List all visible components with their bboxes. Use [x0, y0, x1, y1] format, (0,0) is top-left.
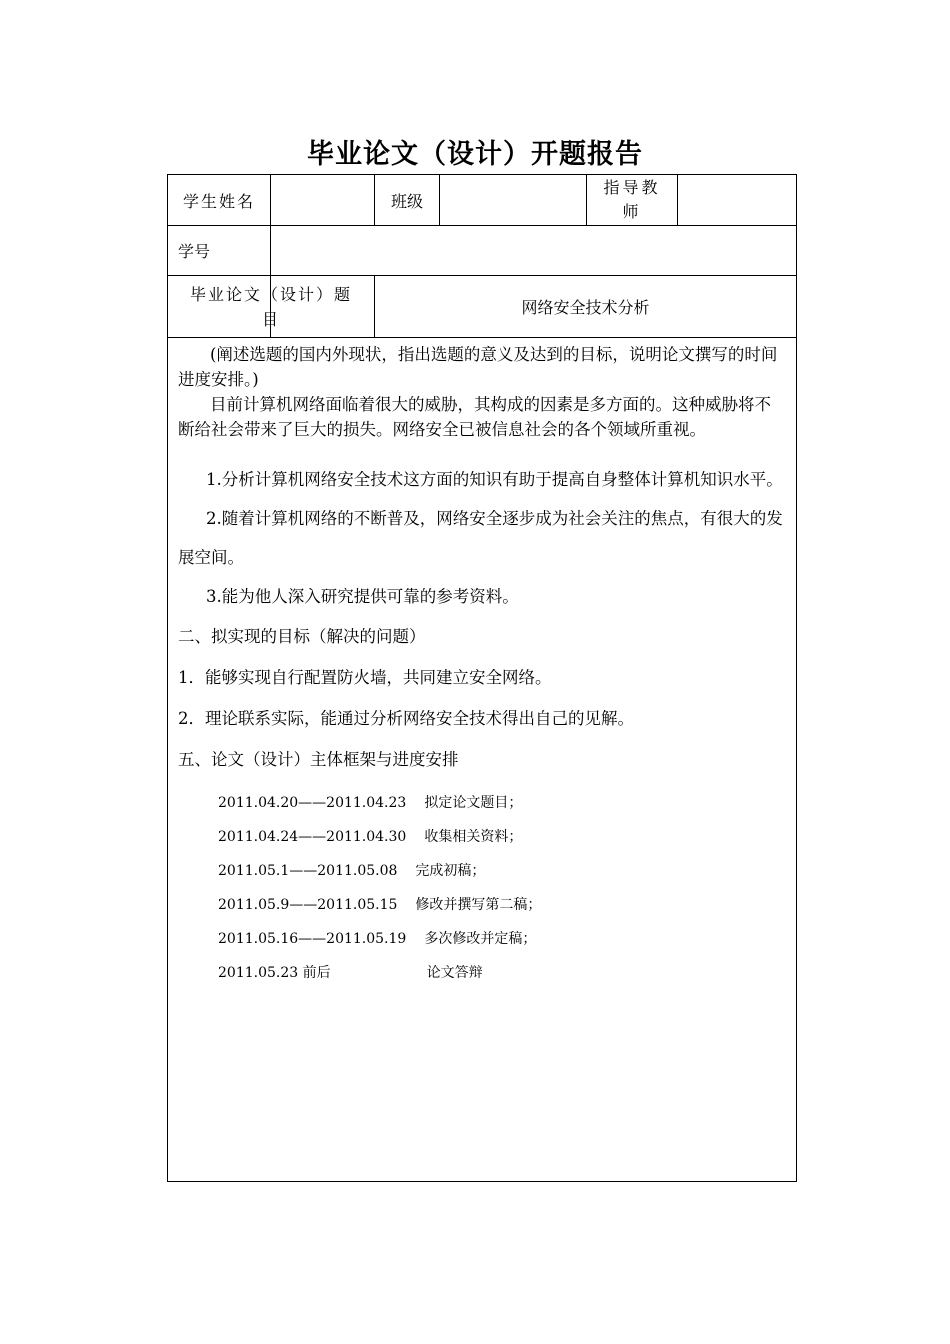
thesis-title-value: 网络安全技术分析 [521, 298, 650, 317]
advisor-field[interactable] [678, 175, 796, 225]
advisor-label: 指导教师 [603, 178, 661, 221]
schedule-period: 2011.05.16——2011.05.19 [218, 931, 407, 947]
schedule-task: 收集相关资料； [424, 829, 523, 845]
schedule-row [178, 956, 786, 990]
proposal-form [167, 174, 797, 1182]
schedule-period: 2011.04.24——2011.04.30 [218, 829, 407, 845]
significance-item-1: 1.分析计算机网络安全技术这方面的知识有助于提高自身整体计算机知识水平。 [206, 470, 783, 489]
significance-item-3: 3.能为他人深入研究提供可靠的参考资料。 [206, 587, 519, 606]
schedule-period: 2011.04.20——2011.04.23 [218, 795, 407, 811]
schedule-task: 修改并撰写第二稿； [415, 897, 542, 913]
schedule-period: 2011.05.9——2011.05.15 [218, 897, 398, 913]
goal-item-1: 1．能够实现自行配置防火墙，共同建立安全网络。 [178, 668, 552, 687]
schedule-task: 完成初稿； [415, 863, 486, 879]
schedule-task: 多次修改并定稿； [424, 931, 537, 947]
goals-heading: 二、拟实现的目标（解决的问题） [178, 627, 426, 646]
intro-paragraph: 目前计算机网络面临着很大的威胁，其构成的因素是多方面的。这种威胁将不断给社会带来了巨大的损失。网络安全已被信息社会的各个领域所重视。 [178, 395, 771, 439]
schedule-period: 2011.05.23 前后 [218, 965, 331, 981]
schedule-row [178, 820, 786, 854]
student-name-field[interactable] [271, 175, 374, 225]
instruction-text: (阐述选题的国内外现状，指出选题的意义及达到的目标，说明论文撰写的时间进度安排。) [178, 345, 778, 389]
page-title: 毕业论文（设计）开题报告 [307, 139, 643, 170]
student-name-label: 学生姓名 [182, 191, 255, 211]
student-id-field[interactable] [271, 226, 796, 275]
schedule-row [178, 854, 786, 888]
proposal-body [168, 338, 796, 990]
schedule-period: 2011.05.1——2011.05.08 [218, 863, 398, 879]
framework-heading: 五、论文（设计）主体框架与进度安排 [178, 750, 459, 769]
student-id-label: 学号 [178, 242, 211, 261]
schedule-row [178, 888, 786, 922]
schedule-row [178, 786, 786, 820]
thesis-title-label: 毕业论文（设计）题目 [189, 284, 352, 329]
goal-item-2: 2．理论联系实际，能通过分析网络安全技术得出自己的见解。 [178, 709, 634, 728]
schedule-row [178, 922, 786, 956]
significance-item-2: 2.随着计算机网络的不断普及，网络安全逐步成为社会关注的焦点，有很大的发展空间。 [178, 509, 783, 567]
schedule-task: 拟定论文题目； [424, 795, 523, 811]
class-label: 班级 [390, 191, 423, 211]
schedule-task: 论文答辩 [426, 965, 483, 981]
class-field[interactable] [440, 175, 586, 225]
